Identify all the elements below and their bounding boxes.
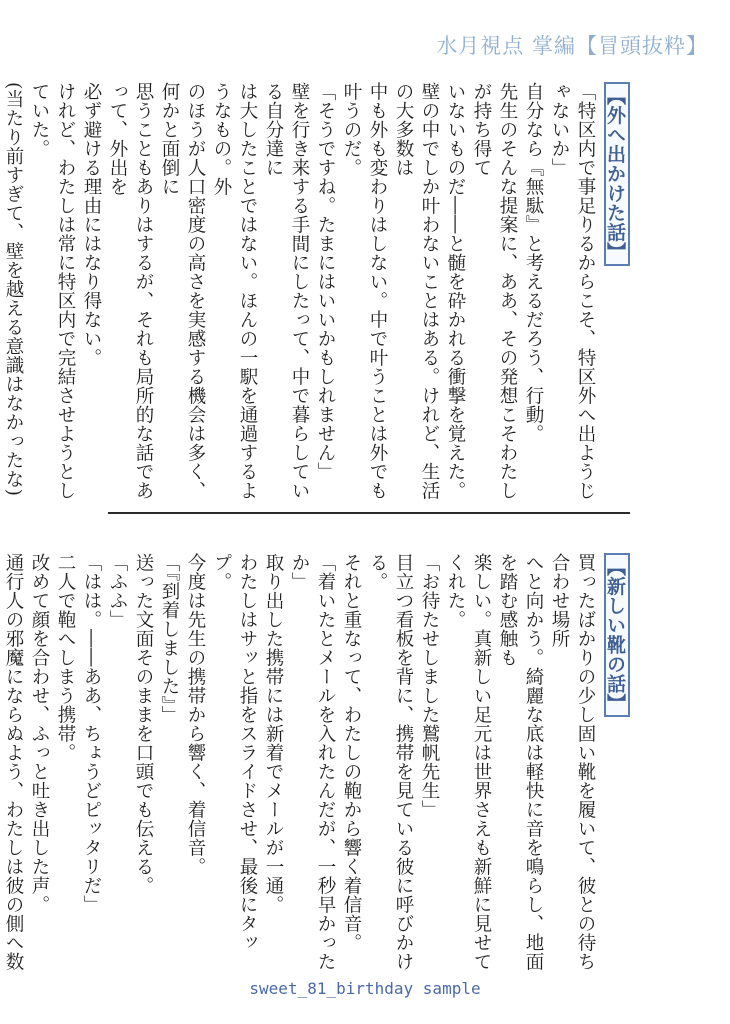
section-heading: 【新しい靴の話】 [604,553,630,717]
text-line: 二人で鞄へしまう携帯。 [55,553,76,762]
text-line: 壁を行き来する手間にしたって、中で暮らしている自分達に [263,82,310,500]
text-line: 先生のそんな提案に、ああ、その発想こそわたしが持ち得て [471,82,518,500]
text-line: 通行人の邪魔にならぬよう、わたしは彼の側へ数 [3,553,24,971]
text-line: 壁の中でしか叶わないことはある。けれど、生活の大多数は [393,82,440,500]
text-line: 改めて顔を合わせ、ふっと吐き出した声。 [29,553,50,914]
text-line: いないものだ――と髄を砕かれる衝撃を覚えた。 [445,82,466,500]
text-line: 「特区内で事足りるからこそ、特区外へ出ようじゃないか」 [549,82,596,500]
text-line: へと向かう。綺麗な底は軽快に音を鳴らし、地面を踏む感触も [497,553,544,971]
text-line: 送った文面そのままを口頭でも伝える。 [133,553,154,895]
section-heading: 【外へ出かけた話】 [604,82,630,266]
text-line: 思うこともありはするが、それも局所的な話であって、外出を [107,82,154,500]
text-line: それと重なって、わたしの鞄から響く着信音。 [341,553,362,952]
text-line: 「ふふ」 [107,553,128,629]
text-line: 「着いたとメールを入れたんだが、一秒早かったか」 [289,553,336,971]
section-new-shoes [3,553,630,988]
page-footer: sweet_81_birthday sample [249,979,481,998]
text-line: 「お待たせしました鷲帆先生」 [419,553,440,819]
text-line: けれど、わたしは常に特区内で完結させようとしていた。 [29,82,76,500]
text-line: のほうが人口密度の高さを実感する機会は多く、何かと面倒に [159,82,206,500]
text-line: 「『到着しました』」 [159,553,180,725]
text-line: 「はは。――ああ、ちょうどピッタリだ」 [81,553,102,914]
text-line: (当たり前すぎて、壁を越える意識はなかったな) [3,82,24,497]
page-header: 水月視点 掌編【冒頭抜粋】 [436,34,708,58]
text-line: 買ったばかりの少し固い靴を履いて、彼との待ち合わせ場所 [549,553,596,971]
text-line: は大したことではない。ほんの一駅を通過するようなもの。外 [211,82,258,500]
section-divider [108,512,630,514]
text-line: 自分なら『無駄』と考えるだろう、行動。 [523,82,544,443]
text-line: 楽しい。真新しい足元は世界さえも新鮮に見せてくれた。 [445,553,492,971]
text-line: 「そうですね。たまにはいいかもしれません」 [315,82,336,481]
text-line: 中も外も変わりはしない。中で叶うことは外でも叶うのだ。 [341,82,388,500]
text-line: わたしはサッと指をスライドさせ、最後にタップ。 [211,553,258,952]
text-line: 今度は先生の携帯から響く、着信音。 [185,553,206,876]
text-line: 目立つ看板を背に、携帯を見ている彼に呼びかける。 [367,553,414,971]
section-going-out [3,82,630,502]
text-line: 取り出した携帯には新着でメールが一通。 [263,553,284,914]
text-line: 必ず避ける理由にはなり得ない。 [81,82,102,367]
